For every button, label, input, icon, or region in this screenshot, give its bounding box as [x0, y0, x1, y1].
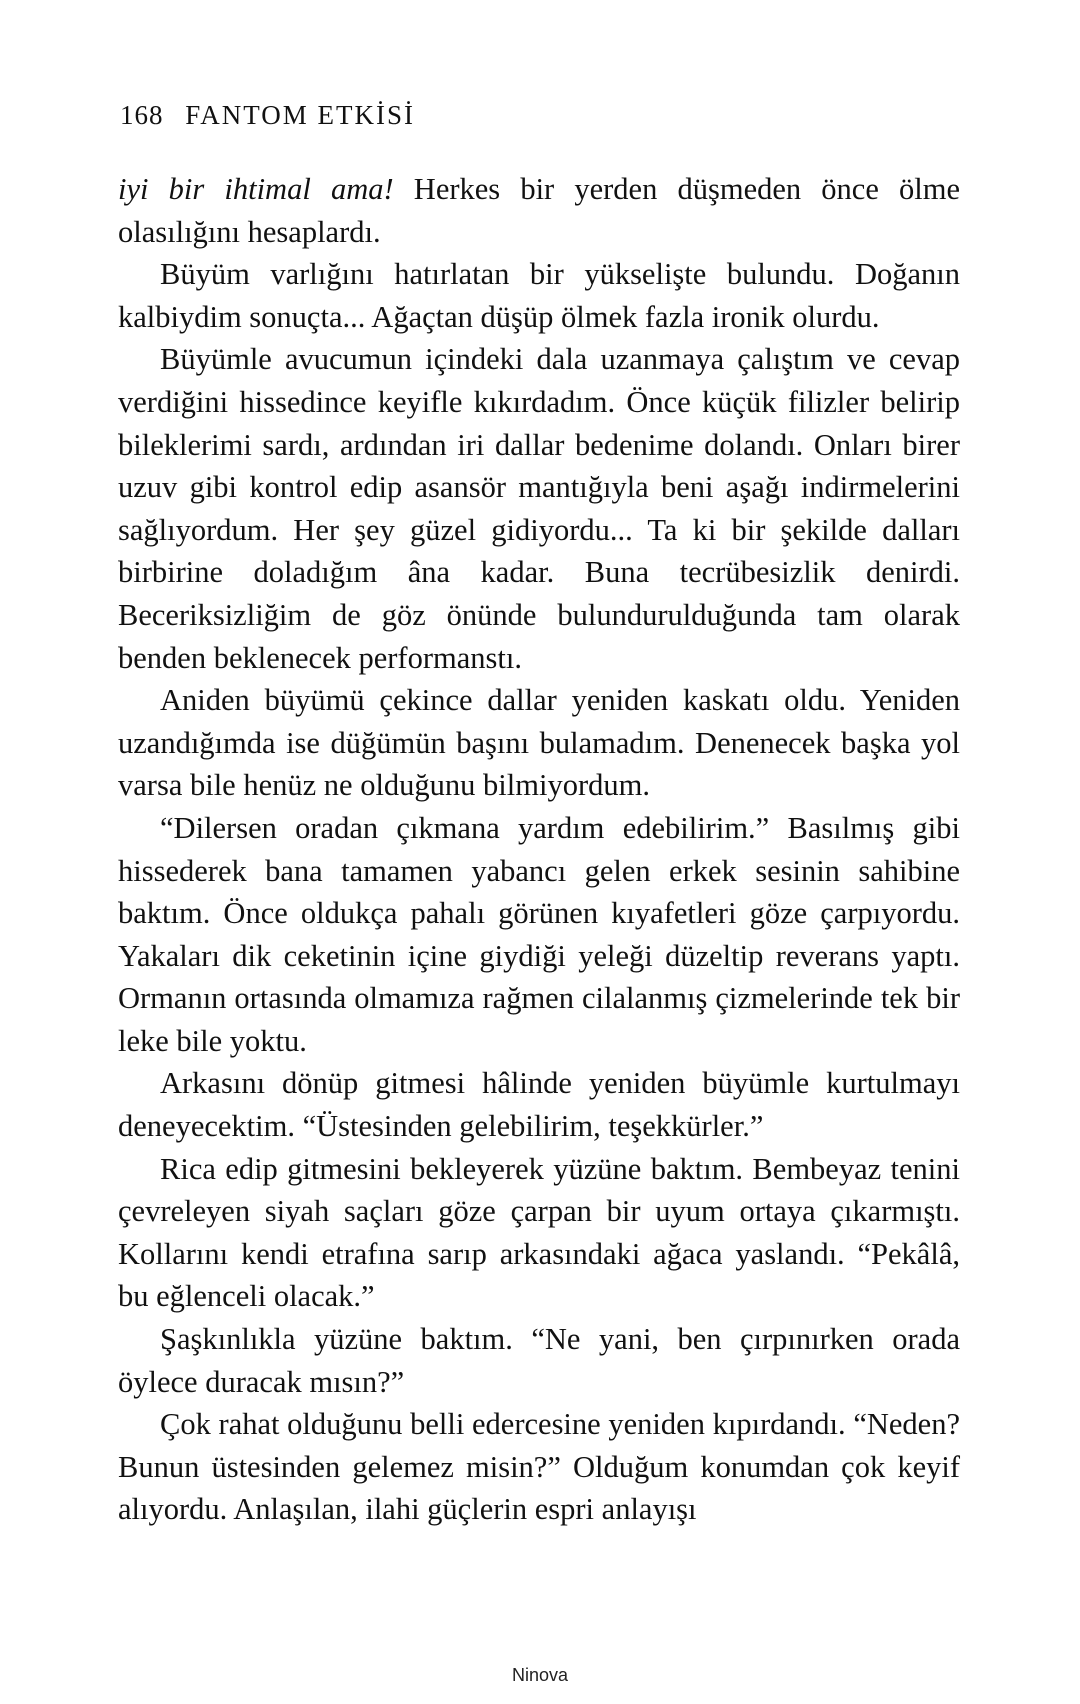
- italic-lead: iyi bir ihtimal ama!: [118, 172, 394, 206]
- running-title: FANTOM ETKİSİ: [185, 100, 416, 130]
- publisher-footer: Ninova: [511, 1665, 569, 1685]
- paragraph-1: [118, 168, 960, 253]
- paragraph-8: Şaşkınlıkla yüzüne baktım. “Ne yani, ben çırpınırken orada öylece duracak mısın?”: [118, 1322, 960, 1399]
- paragraph-5: “Dilersen oradan çıkmana yardım edebilirim.” Basılmış gibi hissederek bana tamamen yabancı gelen erkek sesinin sahibine baktım. Önce oldukça pahalı görünen kıyafetleri göze çarpıyordu. Yakaları dik ceketinin içine giydiği yeleği düzeltip reverans yaptı. Ormanın ortasında olmamıza rağmen cilalanmış çizmelerinde tek bir leke bile yoktu.: [118, 810, 960, 1058]
- paragraph-7: Rica edip gitmesini bekleyerek yüzüne baktım. Bembeyaz tenini çevreleyen siyah saçları göze çarpan bir uyum ortaya çıkarmıştı. Kollarını kendi etrafına sarıp arkasındaki ağaca yaslandı. “Pekâlâ, bu eğlenceli olacak.”: [118, 1151, 960, 1314]
- body-text: [118, 168, 960, 1531]
- paragraph-3: Büyümle avucumun içindeki dala uzanmaya çalıştım ve cevap verdiğini hissedince keyifle kıkırdadım. Önce küçük filizler belirip bileklerimi sardı, ardından iri dallar bedenime dolandı. Onları birer uzuv gibi kontrol edip asansör mantığıyla beni aşağı indirmelerini sağlıyordum. Her şey güzel gidiyordu... Ta ki bir şekilde dalları birbirine doladığım âna kadar. Buna tecrübesizlik denirdi. Beceriksizliğim de göz önünde bulundurulduğunda tam olarak benden beklenecek performanstı.: [118, 342, 960, 675]
- paragraph-6: Arkasını dönüp gitmesi hâlinde yeniden büyümle kurtulmayı deneyecektim. “Üstesinden gelebilirim, teşekkürler.”: [118, 1066, 960, 1144]
- page-number: 168: [120, 100, 164, 130]
- paragraph-1-text: Herkes bir yerden düşmeden önce ölme olasılığını hesaplardı.: [118, 172, 961, 249]
- paragraph-2: Büyüm varlığını hatırlatan bir yükselişte bulundu. Doğanın kalbiydim sonuçta... Ağaçtan düşüp ölmek fazla ironik olurdu.: [118, 257, 960, 334]
- page-header: [120, 100, 415, 131]
- paragraph-9: Çok rahat olduğunu belli edercesine yeniden kıpırdandı. “Neden? Bunun üstesinden gelemez misin?” Olduğum konumdan çok keyif alıyordu. Anlaşılan, ilahi güçlerin espri anlayışı: [118, 1407, 960, 1527]
- paragraph-4: Aniden büyümü çekince dallar yeniden kaskatı oldu. Yeniden uzandığımda ise düğümün başını bulamadım. Denenecek başka yol varsa bile henüz ne olduğunu bilmiyordum.: [118, 683, 960, 803]
